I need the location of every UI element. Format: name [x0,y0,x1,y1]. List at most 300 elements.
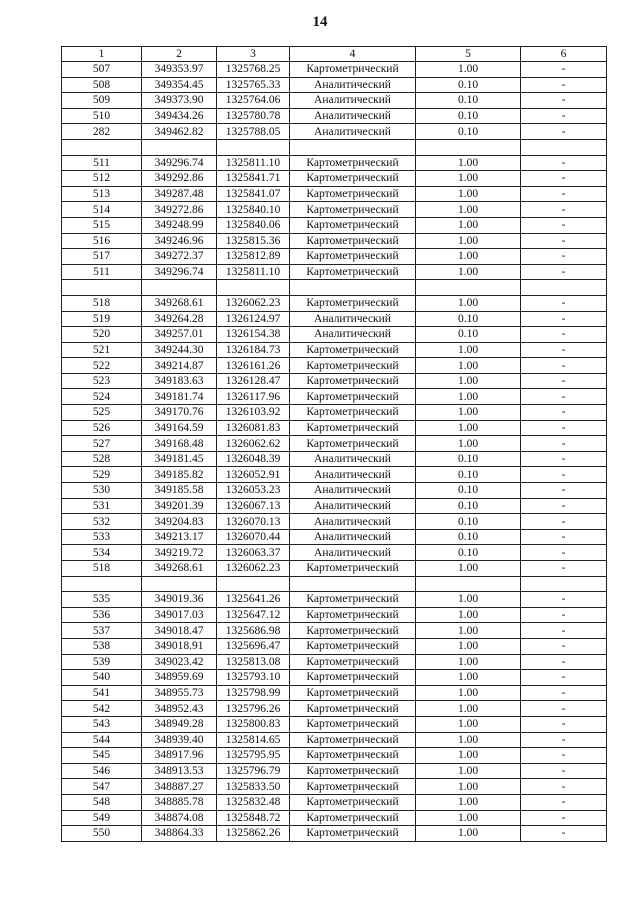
point-number-cell: 535 [62,592,142,608]
x-coordinate-cell: 349268.61 [142,295,217,311]
empty-cell [290,280,416,296]
method-cell: Картометрический [290,186,416,202]
y-coordinate-cell: 1325811.10 [217,155,290,171]
note-cell: - [521,685,607,701]
note-cell: - [521,436,607,452]
method-cell: Аналитический [290,311,416,327]
y-coordinate-cell: 1325768.25 [217,62,290,78]
y-coordinate-cell: 1325862.26 [217,826,290,842]
x-coordinate-cell: 349213.17 [142,529,217,545]
accuracy-cell: 1.00 [416,732,521,748]
note-cell: - [521,108,607,124]
accuracy-cell: 1.00 [416,155,521,171]
point-number-cell: 525 [62,405,142,421]
point-number-cell: 533 [62,529,142,545]
empty-cell [416,139,521,155]
note-cell: - [521,670,607,686]
x-coordinate-cell: 349296.74 [142,264,217,280]
accuracy-cell: 0.10 [416,467,521,483]
note-cell: - [521,295,607,311]
note-cell: - [521,420,607,436]
point-number-cell: 520 [62,327,142,343]
y-coordinate-cell: 1325833.50 [217,779,290,795]
point-number-cell: 539 [62,654,142,670]
table-row [62,623,607,639]
note-cell: - [521,654,607,670]
point-number-cell: 509 [62,93,142,109]
y-coordinate-cell: 1326154.38 [217,327,290,343]
point-number-cell: 548 [62,794,142,810]
x-coordinate-cell: 348917.96 [142,748,217,764]
accuracy-cell: 1.00 [416,171,521,187]
y-coordinate-cell: 1325815.36 [217,233,290,249]
empty-cell [142,576,217,592]
accuracy-cell: 1.00 [416,748,521,764]
table-row [62,264,607,280]
note-cell: - [521,249,607,265]
note-cell: - [521,311,607,327]
note-cell: - [521,748,607,764]
accuracy-cell: 1.00 [416,342,521,358]
y-coordinate-cell: 1325647.12 [217,607,290,623]
table-row [62,592,607,608]
point-number-cell: 549 [62,810,142,826]
y-coordinate-cell: 1326053.23 [217,483,290,499]
accuracy-cell: 1.00 [416,826,521,842]
accuracy-cell: 1.00 [416,249,521,265]
column-header: 3 [217,47,290,62]
table-row [62,233,607,249]
x-coordinate-cell: 349268.61 [142,561,217,577]
table-row [62,794,607,810]
table-row [62,327,607,343]
y-coordinate-cell: 1325811.10 [217,264,290,280]
method-cell: Картометрический [290,436,416,452]
coordinates-table-body [62,47,607,842]
method-cell: Картометрический [290,607,416,623]
note-cell: - [521,763,607,779]
y-coordinate-cell: 1325848.72 [217,810,290,826]
method-cell: Аналитический [290,467,416,483]
table-row [62,763,607,779]
x-coordinate-cell: 348955.73 [142,685,217,701]
point-number-cell: 511 [62,264,142,280]
x-coordinate-cell: 349019.36 [142,592,217,608]
x-coordinate-cell: 349462.82 [142,124,217,140]
point-number-cell: 515 [62,217,142,233]
empty-cell [142,139,217,155]
y-coordinate-cell: 1325780.78 [217,108,290,124]
table-row [62,108,607,124]
method-cell: Картометрический [290,264,416,280]
point-number-cell: 521 [62,342,142,358]
method-cell: Картометрический [290,638,416,654]
point-number-cell: 510 [62,108,142,124]
table-row [62,171,607,187]
accuracy-cell: 1.00 [416,670,521,686]
column-header: 5 [416,47,521,62]
y-coordinate-cell: 1326128.47 [217,373,290,389]
point-number-cell: 546 [62,763,142,779]
note-cell: - [521,483,607,499]
method-cell: Картометрический [290,358,416,374]
point-number-cell: 512 [62,171,142,187]
point-number-cell: 518 [62,561,142,577]
note-cell: - [521,561,607,577]
y-coordinate-cell: 1326062.62 [217,436,290,452]
method-cell: Аналитический [290,483,416,499]
accuracy-cell: 1.00 [416,373,521,389]
method-cell: Картометрический [290,171,416,187]
accuracy-cell: 1.00 [416,62,521,78]
method-cell: Картометрический [290,342,416,358]
table-row [62,607,607,623]
method-cell: Картометрический [290,670,416,686]
y-coordinate-cell: 1325765.33 [217,77,290,93]
y-coordinate-cell: 1326070.13 [217,514,290,530]
y-coordinate-cell: 1326117.96 [217,389,290,405]
y-coordinate-cell: 1326161.26 [217,358,290,374]
accuracy-cell: 1.00 [416,217,521,233]
point-number-cell: 518 [62,295,142,311]
table-row [62,186,607,202]
note-cell: - [521,498,607,514]
note-cell: - [521,514,607,530]
method-cell: Аналитический [290,529,416,545]
note-cell: - [521,389,607,405]
x-coordinate-cell: 349296.74 [142,155,217,171]
y-coordinate-cell: 1325832.48 [217,794,290,810]
point-number-cell: 529 [62,467,142,483]
table-row [62,373,607,389]
table-row [62,405,607,421]
table-row [62,93,607,109]
x-coordinate-cell: 348913.53 [142,763,217,779]
table-row [62,311,607,327]
method-cell: Картометрический [290,779,416,795]
table-row [62,77,607,93]
table-row [62,545,607,561]
accuracy-cell: 1.00 [416,763,521,779]
method-cell: Аналитический [290,77,416,93]
accuracy-cell: 1.00 [416,233,521,249]
y-coordinate-cell: 1326103.92 [217,405,290,421]
x-coordinate-cell: 349018.47 [142,623,217,639]
note-cell: - [521,529,607,545]
accuracy-cell: 1.00 [416,561,521,577]
note-cell: - [521,716,607,732]
note-cell: - [521,826,607,842]
header-row [62,47,607,62]
y-coordinate-cell: 1325813.08 [217,654,290,670]
y-coordinate-cell: 1326062.23 [217,295,290,311]
note-cell: - [521,217,607,233]
y-coordinate-cell: 1325793.10 [217,670,290,686]
point-number-cell: 513 [62,186,142,202]
point-number-cell: 527 [62,436,142,452]
y-coordinate-cell: 1325764.06 [217,93,290,109]
table-row [62,638,607,654]
point-number-cell: 532 [62,514,142,530]
table-row [62,529,607,545]
point-number-cell: 537 [62,623,142,639]
table-row [62,420,607,436]
method-cell: Картометрический [290,405,416,421]
point-number-cell: 507 [62,62,142,78]
column-header: 4 [290,47,416,62]
method-cell: Аналитический [290,93,416,109]
note-cell: - [521,779,607,795]
accuracy-cell: 0.10 [416,514,521,530]
x-coordinate-cell: 349185.58 [142,483,217,499]
method-cell: Картометрический [290,389,416,405]
note-cell: - [521,810,607,826]
accuracy-cell: 1.00 [416,716,521,732]
method-cell: Картометрический [290,810,416,826]
accuracy-cell: 0.10 [416,327,521,343]
x-coordinate-cell: 349287.48 [142,186,217,202]
note-cell: - [521,451,607,467]
x-coordinate-cell: 349164.59 [142,420,217,436]
accuracy-cell: 0.10 [416,311,521,327]
note-cell: - [521,623,607,639]
x-coordinate-cell: 349170.76 [142,405,217,421]
x-coordinate-cell: 349272.86 [142,202,217,218]
empty-cell [217,576,290,592]
method-cell: Картометрический [290,202,416,218]
accuracy-cell: 1.00 [416,607,521,623]
method-cell: Картометрический [290,748,416,764]
table-row [62,826,607,842]
page-number: 14 [312,14,328,30]
point-number-cell: 526 [62,420,142,436]
accuracy-cell: 1.00 [416,810,521,826]
point-number-cell: 514 [62,202,142,218]
point-number-cell: 538 [62,638,142,654]
table-row [62,498,607,514]
point-number-cell: 536 [62,607,142,623]
accuracy-cell: 1.00 [416,264,521,280]
table-row [62,451,607,467]
table-row [62,716,607,732]
y-coordinate-cell: 1326124.97 [217,311,290,327]
note-cell: - [521,62,607,78]
accuracy-cell: 1.00 [416,405,521,421]
x-coordinate-cell: 349185.82 [142,467,217,483]
accuracy-cell: 1.00 [416,701,521,717]
group-separator-row [62,576,607,592]
note-cell: - [521,327,607,343]
y-coordinate-cell: 1326081.83 [217,420,290,436]
y-coordinate-cell: 1326070.44 [217,529,290,545]
point-number-cell: 544 [62,732,142,748]
point-number-cell: 523 [62,373,142,389]
empty-cell [62,576,142,592]
point-number-cell: 531 [62,498,142,514]
x-coordinate-cell: 349018.91 [142,638,217,654]
point-number-cell: 528 [62,451,142,467]
x-coordinate-cell: 349244.30 [142,342,217,358]
empty-cell [217,280,290,296]
x-coordinate-cell: 348864.33 [142,826,217,842]
note-cell: - [521,186,607,202]
accuracy-cell: 1.00 [416,420,521,436]
method-cell: Аналитический [290,451,416,467]
accuracy-cell: 1.00 [416,389,521,405]
accuracy-cell: 1.00 [416,779,521,795]
method-cell: Картометрический [290,561,416,577]
accuracy-cell: 1.00 [416,654,521,670]
table-row [62,249,607,265]
table-row [62,62,607,78]
note-cell: - [521,794,607,810]
accuracy-cell: 0.10 [416,124,521,140]
accuracy-cell: 1.00 [416,592,521,608]
column-header: 1 [62,47,142,62]
method-cell: Аналитический [290,545,416,561]
table-row [62,561,607,577]
accuracy-cell: 1.00 [416,638,521,654]
point-number-cell: 541 [62,685,142,701]
note-cell: - [521,342,607,358]
method-cell: Картометрический [290,233,416,249]
x-coordinate-cell: 348959.69 [142,670,217,686]
y-coordinate-cell: 1326052.91 [217,467,290,483]
note-cell: - [521,545,607,561]
point-number-cell: 540 [62,670,142,686]
x-coordinate-cell: 348885.78 [142,794,217,810]
empty-cell [62,139,142,155]
note-cell: - [521,233,607,249]
y-coordinate-cell: 1325686.98 [217,623,290,639]
y-coordinate-cell: 1325841.07 [217,186,290,202]
y-coordinate-cell: 1325796.26 [217,701,290,717]
empty-cell [416,280,521,296]
method-cell: Картометрический [290,623,416,639]
table-row [62,810,607,826]
note-cell: - [521,638,607,654]
table-row [62,732,607,748]
method-cell: Аналитический [290,514,416,530]
group-separator-row [62,139,607,155]
note-cell: - [521,155,607,171]
x-coordinate-cell: 349219.72 [142,545,217,561]
x-coordinate-cell: 349204.83 [142,514,217,530]
method-cell: Картометрический [290,794,416,810]
table-row [62,483,607,499]
method-cell: Картометрический [290,155,416,171]
point-number-cell: 545 [62,748,142,764]
accuracy-cell: 1.00 [416,794,521,810]
y-coordinate-cell: 1325796.79 [217,763,290,779]
method-cell: Картометрический [290,826,416,842]
point-number-cell: 547 [62,779,142,795]
empty-cell [142,280,217,296]
x-coordinate-cell: 349434.26 [142,108,217,124]
table-row [62,670,607,686]
table-row [62,779,607,795]
x-coordinate-cell: 348939.40 [142,732,217,748]
note-cell: - [521,124,607,140]
y-coordinate-cell: 1325795.95 [217,748,290,764]
table-row [62,295,607,311]
method-cell: Картометрический [290,592,416,608]
method-cell: Аналитический [290,124,416,140]
point-number-cell: 508 [62,77,142,93]
table-row [62,342,607,358]
note-cell: - [521,264,607,280]
note-cell: - [521,171,607,187]
table-row [62,155,607,171]
x-coordinate-cell: 349353.97 [142,62,217,78]
accuracy-cell: 1.00 [416,358,521,374]
empty-cell [416,576,521,592]
note-cell: - [521,373,607,389]
x-coordinate-cell: 349181.45 [142,451,217,467]
y-coordinate-cell: 1326184.73 [217,342,290,358]
empty-cell [217,139,290,155]
accuracy-cell: 0.10 [416,529,521,545]
x-coordinate-cell: 349354.45 [142,77,217,93]
table-row [62,514,607,530]
accuracy-cell: 0.10 [416,545,521,561]
method-cell: Картометрический [290,716,416,732]
point-number-cell: 550 [62,826,142,842]
x-coordinate-cell: 349201.39 [142,498,217,514]
x-coordinate-cell: 349183.63 [142,373,217,389]
note-cell: - [521,77,607,93]
method-cell: Картометрический [290,685,416,701]
point-number-cell: 534 [62,545,142,561]
note-cell: - [521,467,607,483]
empty-cell [290,576,416,592]
y-coordinate-cell: 1325812.89 [217,249,290,265]
note-cell: - [521,202,607,218]
y-coordinate-cell: 1325800.83 [217,716,290,732]
method-cell: Картометрический [290,62,416,78]
method-cell: Картометрический [290,217,416,233]
point-number-cell: 530 [62,483,142,499]
point-number-cell: 522 [62,358,142,374]
accuracy-cell: 0.10 [416,451,521,467]
point-number-cell: 516 [62,233,142,249]
y-coordinate-cell: 1326062.23 [217,561,290,577]
note-cell: - [521,592,607,608]
point-number-cell: 543 [62,716,142,732]
point-number-cell: 511 [62,155,142,171]
y-coordinate-cell: 1325788.05 [217,124,290,140]
x-coordinate-cell: 349257.01 [142,327,217,343]
table-row [62,358,607,374]
empty-cell [521,280,607,296]
x-coordinate-cell: 349292.86 [142,171,217,187]
empty-cell [290,139,416,155]
method-cell: Картометрический [290,763,416,779]
y-coordinate-cell: 1325814.65 [217,732,290,748]
x-coordinate-cell: 348887.27 [142,779,217,795]
method-cell: Картометрический [290,654,416,670]
note-cell: - [521,358,607,374]
y-coordinate-cell: 1325641.26 [217,592,290,608]
y-coordinate-cell: 1326067.13 [217,498,290,514]
method-cell: Картометрический [290,701,416,717]
y-coordinate-cell: 1326048.39 [217,451,290,467]
accuracy-cell: 1.00 [416,436,521,452]
accuracy-cell: 0.10 [416,77,521,93]
note-cell: - [521,405,607,421]
note-cell: - [521,732,607,748]
x-coordinate-cell: 349168.48 [142,436,217,452]
